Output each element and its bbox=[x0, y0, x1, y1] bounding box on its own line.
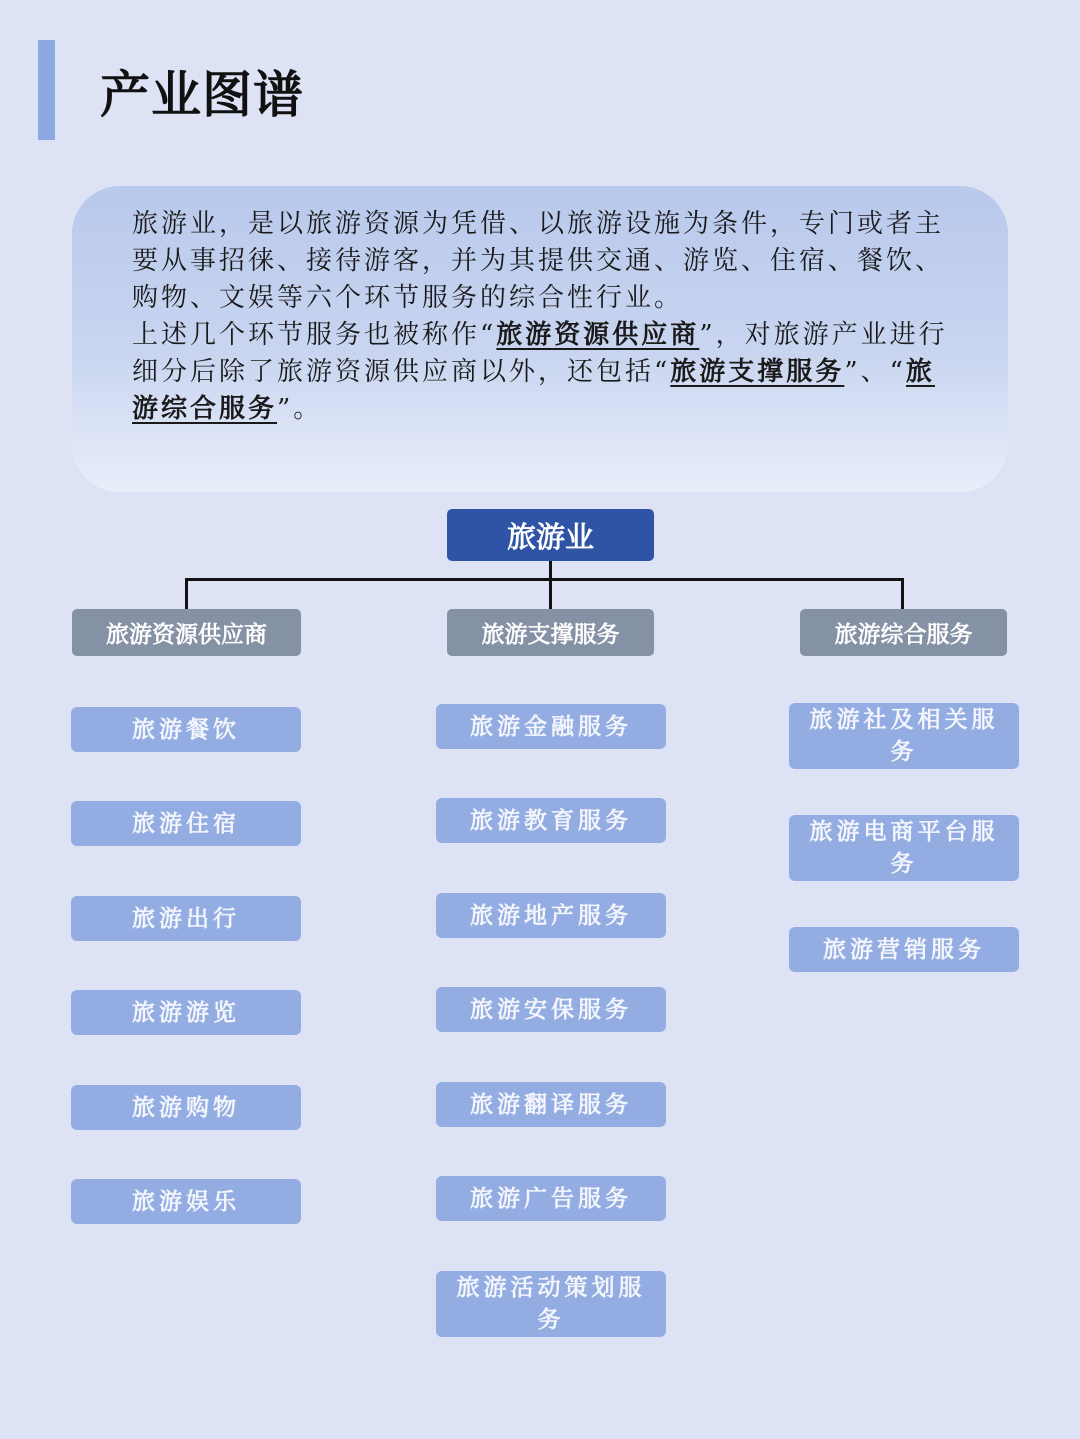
leaf-node: 旅游游览 bbox=[71, 990, 301, 1035]
leaf-node: 旅游安保服务 bbox=[436, 987, 666, 1032]
intro-emphasis-supplier: 旅游资源供应商 bbox=[496, 320, 700, 350]
intro-text-segment: ”，对旅游产业进行细分后除了旅游资源供应商以外，还包括“ bbox=[132, 320, 948, 387]
intro-text-segment: 上述几个环节服务也被称作“ bbox=[132, 320, 497, 350]
leaf-node: 旅游翻译服务 bbox=[436, 1082, 666, 1127]
intro-paragraph-2 bbox=[132, 317, 948, 428]
intro-text-segment: ”、“ bbox=[844, 357, 906, 387]
leaf-node: 旅游广告服务 bbox=[436, 1176, 666, 1221]
leaf-node: 旅游教育服务 bbox=[436, 798, 666, 843]
intro-text-segment: ”。 bbox=[277, 394, 323, 424]
leaf-node: 旅游出行 bbox=[71, 896, 301, 941]
intro-emphasis-integrated: 旅游综合服务 bbox=[132, 357, 935, 424]
connector-left bbox=[185, 578, 188, 609]
intro-emphasis-support: 旅游支撑服务 bbox=[670, 357, 845, 387]
horizontal-connector bbox=[185, 578, 904, 581]
root-node: 旅游业 bbox=[447, 509, 654, 561]
leaf-node: 旅游营销服务 bbox=[789, 927, 1019, 972]
leaf-node: 旅游活动策划服务 bbox=[436, 1271, 666, 1337]
intro-text bbox=[132, 206, 948, 428]
title-accent-bar bbox=[38, 40, 55, 140]
leaf-node: 旅游娱乐 bbox=[71, 1179, 301, 1224]
category-node-supplier: 旅游资源供应商 bbox=[72, 609, 301, 656]
leaf-node: 旅游金融服务 bbox=[436, 704, 666, 749]
connector-middle bbox=[549, 578, 552, 609]
leaf-node: 旅游住宿 bbox=[71, 801, 301, 846]
category-node-support: 旅游支撑服务 bbox=[447, 609, 654, 656]
intro-paragraph-1: 旅游业，是以旅游资源为凭借、以旅游设施为条件，专门或者主要从事招徕、接待游客，并为其提供交通、游览、住宿、餐饮、购物、文娱等六个环节服务的综合性行业。 bbox=[132, 209, 945, 313]
leaf-node: 旅游社及相关服务 bbox=[789, 703, 1019, 769]
leaf-node: 旅游餐饮 bbox=[71, 707, 301, 752]
leaf-node: 旅游地产服务 bbox=[436, 893, 666, 938]
category-node-integrated: 旅游综合服务 bbox=[800, 609, 1007, 656]
leaf-node: 旅游电商平台服务 bbox=[789, 815, 1019, 881]
page-title: 产业图谱 bbox=[100, 66, 304, 124]
leaf-node: 旅游购物 bbox=[71, 1085, 301, 1130]
connector-right bbox=[901, 578, 904, 609]
intro-box bbox=[72, 186, 1008, 492]
